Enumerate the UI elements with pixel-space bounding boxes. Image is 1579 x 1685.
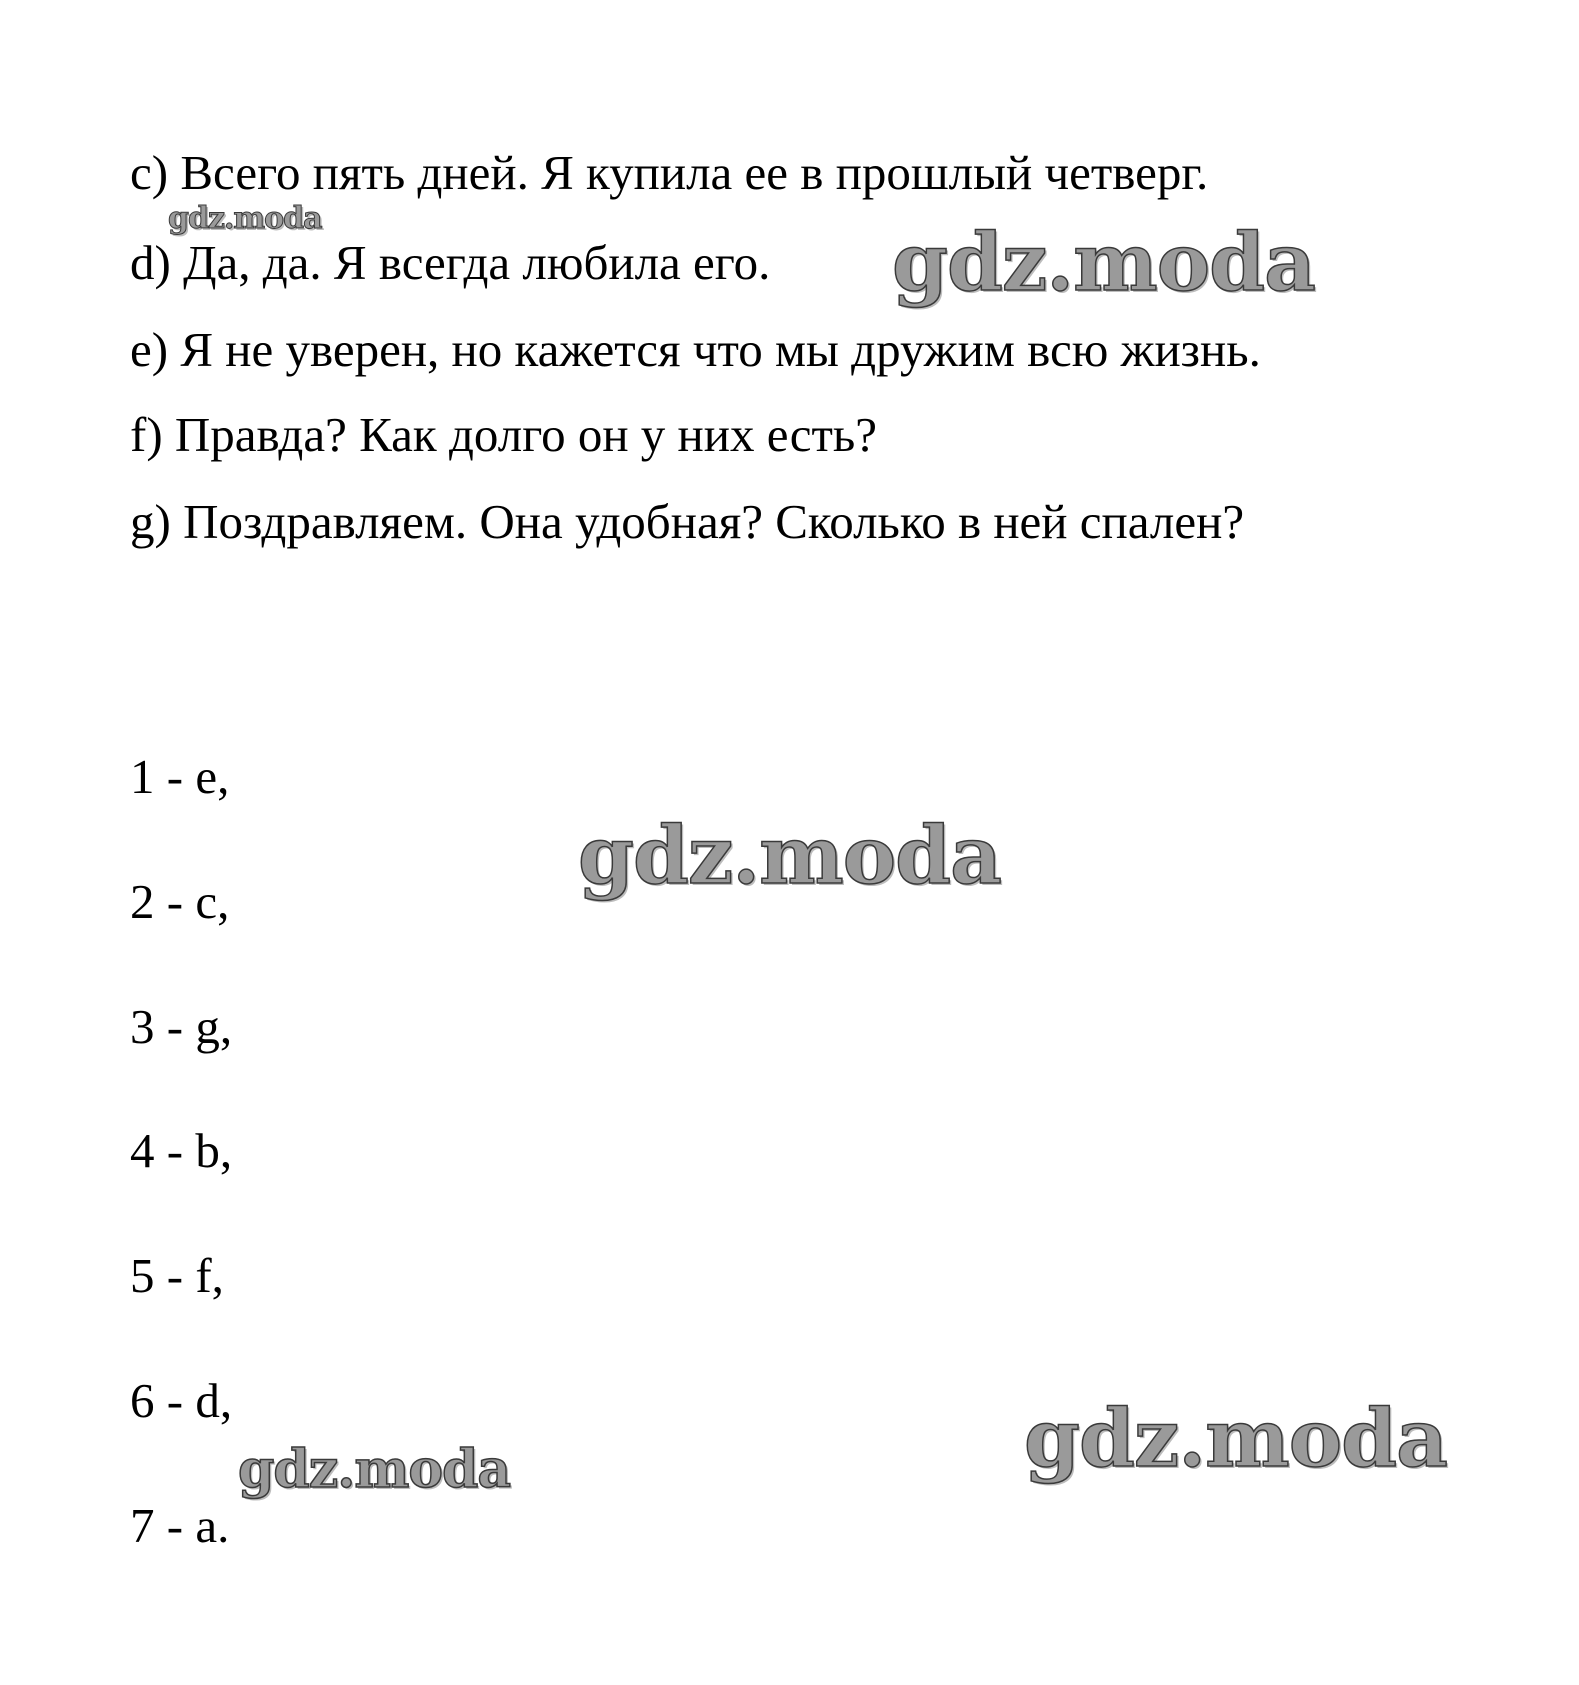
watermark-bottom-left: gdz.moda	[238, 1439, 511, 1500]
answer-6: 6 - d,	[130, 1373, 233, 1428]
watermark-bottom-right: gdz.moda	[1024, 1391, 1447, 1485]
answer-1: 1 - e,	[130, 749, 230, 804]
answer-2: 2 - c,	[130, 874, 230, 929]
answer-7: 7 - a.	[130, 1498, 230, 1553]
watermark-center: gdz.moda	[578, 808, 1001, 902]
watermark-small-top: gdz.moda	[168, 201, 322, 236]
answer-4: 4 - b,	[130, 1123, 233, 1178]
dialogue-line-g: g) Поздравляем. Она удобная? Сколько в ней спален?	[130, 494, 1245, 549]
dialogue-line-d: d) Да, да. Я всегда любила его.	[130, 235, 771, 290]
dialogue-line-c: c) Всего пять дней. Я купила ее в прошлый четверг.	[130, 145, 1209, 200]
dialogue-line-e: e) Я не уверен, но кажется что мы дружим всю жизнь.	[130, 322, 1261, 377]
watermark-top-right: gdz.moda	[892, 215, 1315, 309]
answer-5: 5 - f,	[130, 1248, 224, 1303]
dialogue-line-f: f) Правда? Как долго он у них есть?	[130, 407, 877, 462]
answer-3: 3 - g,	[130, 999, 233, 1054]
